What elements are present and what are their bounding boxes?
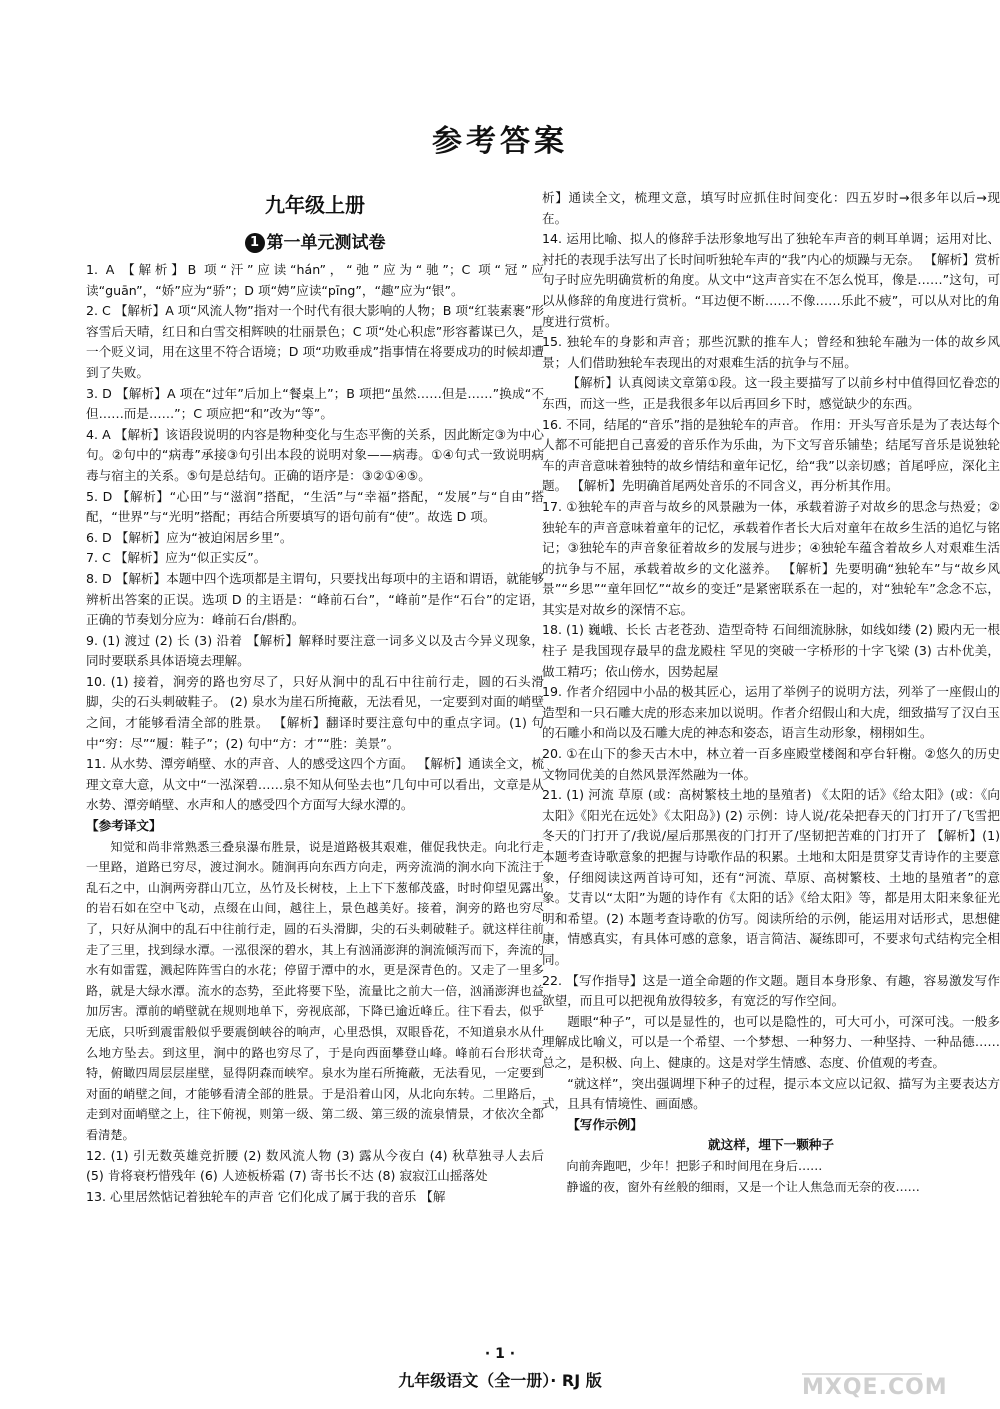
- answer-item: 14. 运用比喻、拟人的修辞手法形象地写出了独轮车声音的刺耳单调；运用对比、衬托的表现手法写出了长时间听独轮车声的“我”内心的烦躁与无奈。 【解析】赏析句子时应先明确赏析的角度。从文中“这声音实在不怎么悦耳，像是……”这句，可以从修辞的角度进行赏析。“耳边便不断……不像……乐此不疲”，可以从对比的角度进行赏析。: [542, 231, 1000, 329]
- essay-paragraph: 向前奔跑吧，少年！把影子和时间甩在身后……: [566, 1158, 823, 1173]
- answer-item: 11. 从水势、潭旁峭壁、水的声音、人的感受这四个方面。 【解析】通读全文，梳理文章大意，从文中“一泓深碧……泉不知从何坠去也”几句中可以看出，文章是从水势、潭旁峭壁、水声和人的感受四个方面写大绿水潭的。: [86, 756, 544, 813]
- essay-title: 就这样，埋下一颗种子: [708, 1137, 834, 1153]
- answer-item: 16. 不同，结尾的“音乐”指的是独轮车的声音。 作用：开头写音乐是为了表达每个人都不可能把自己喜爱的音乐作为乐曲，为下文写音乐铺垫；结尾写音乐是说独轮车的声音意味着独特的故乡情结和童年记忆，给“我”以亲切感；首尾呼应，深化主题。 【解析】先明确首尾两处音乐的不同含义，再分析其作用。: [542, 416, 1000, 494]
- answer-item: 20. ①在山下的参天古木中，林立着一百多座殿堂楼阁和亭台轩榭。②悠久的历史文物同优美的自然风景浑然融为一体。: [542, 746, 1000, 782]
- essay-paragraph: 静谧的夜，窗外有丝般的细雨，又是一个让人焦急而无奈的夜……: [566, 1179, 920, 1194]
- answer-item: 10. (1) 接着，涧旁的路也穷尽了，只好从涧中的乱石中往前行走，圆的石头滑脚，尖的石头刺破鞋子。 (2) 泉水为崖石所掩蔽，无法看见，一定要到对面的峭壁之间，才能够看清全部的胜景。 【解析】翻译时要注意句中的重点字词。(1) 句中“穷：尽”“履：鞋子”；(2) 句中“方：才”“胜：美景”。: [86, 673, 544, 751]
- answer-item: 22. 【写作指导】这是一道全命题的作文题。题目本身形象、有趣，容易激发写作欲望，而且可以把视角放得较多，有宽泛的写作空间。: [542, 972, 1000, 1009]
- right-column: [542, 188, 1000, 1197]
- answer-item: 9. (1) 渡过 (2) 长 (3) 沿着 【解析】解释时要注意一词多义以及古今异义现象，同时要联系具体语境去理解。: [86, 632, 544, 669]
- reference-translation-heading: 【参考译文】: [86, 818, 162, 834]
- answer-item: 析】通读全文，梳理文意，填写时应抓住时间变化：四五岁时→很多年以后→现在。: [542, 190, 1000, 226]
- answer-item: 6. D 【解析】应为“被迫闲居乡里”。: [86, 529, 293, 545]
- page-title: 参考答案: [432, 124, 568, 159]
- answer-item: 13. 心里居然惦记着独轮车的声音 它们化成了属于我的音乐 【解: [86, 1188, 446, 1204]
- answer-item: 7. C 【解析】应为“似正实反”。: [86, 550, 267, 566]
- page-number: · 1 ·: [484, 1346, 516, 1362]
- unit-number-badge: 1: [245, 233, 265, 253]
- answer-item: 19. 作者介绍园中小品的极其匠心，运用了举例子的说明方法，列举了一座假山的造型和一只石雕大虎的形态来加以说明。作者介绍假山和大虎，细致描写了汉白玉的石雕小和尚以及石雕大虎的神态和姿态，语言生动形象，栩栩如生。: [542, 684, 1000, 741]
- answer-item: 2. C 【解析】A 项“风流人物”指对一个时代有很大影响的人物；B 项“红装素裹”形容雪后天晴，红日和白雪交相辉映的壮丽景色；C 项“处心积虑”形容蓄谋已久，是一个贬义词，用在这里不符合语境；D 项“功败垂成”指事情在将要成功的时候却遭到了失败。: [86, 303, 544, 380]
- writing-guide-paragraph: “就这样”，突出强调埋下种子的过程，提示本文应以记叙、描写为主要表达方式，且具有情境性、画面感。: [542, 1075, 1000, 1112]
- answer-item: 15. 独轮车的身影和声音；那些沉默的推车人；曾经和独轮车融为一体的故乡风景；人们借助独轮车表现出的对艰难生活的抗争与不屈。: [542, 334, 1000, 370]
- watermark-mark-icon: [802, 1345, 922, 1375]
- grade-title: 九年级上册: [265, 193, 365, 217]
- answer-explanation: 【解析】认真阅读文章第①段。这一段主要描写了以前乡村中值得回忆眷恋的东西，而这一些，正是我很多年以后再回乡下时，感觉缺少的东西。: [542, 375, 1000, 411]
- book-label: 九年级语文（全一册）· RJ 版: [398, 1371, 602, 1390]
- left-column: [86, 190, 544, 1207]
- reference-translation-text: 知觉和尚非常熟悉三叠泉瀑布胜景，说是道路极其艰难，催促我快走。向北行走一里路，道路已穷尽，渡过涧水。随涧再向东西方向走，两旁流淌的涧水向下流注于乱石之中，山涧两旁群山兀立，丛竹及长树枝，上上下下葱郁茂盛，时时仰望见露出的岩石如在空中飞动，点缀在山间，越往上，景色越美好。接着，涧旁的路也穷尽了，只好从涧中的乱石中往前行走，圆的石头滑脚，尖的石头刺破鞋子。就这样往前走了三里，找到绿水潭。一泓很深的碧水，其上有汹涌澎湃的涧流倾泻而下，奔流的水有如雷霆，溅起阵阵雪白的水花；停留于潭中的水，更是深青色的。又走了一里多路，就是大绿水潭。流水的态势，至此将要下坠，流量比之前大一倍，汹涌澎湃也益加厉害。潭前的峭壁就在规则地单下，旁视底部，下降已逾近峰丘。往下看去，似乎无底，只听到震雷般似乎要震倒峡谷的响声，心里恐惧，双眼昏花，不知道泉水从什么地方坠去。到这里，涧中的路也穷尽了，于是向西面攀登山峰。峰前石台形状奇特，俯瞰四周层层崖壁，显得阴森而峡窄。泉水为崖石所掩蔽，无法看见，一定要到对面的峭壁之间，才能够看清全部的胜景。于是沿着山冈，从北向东转。二里路后，走到对面峭壁之上，往下俯视，则第一级、第二级、第三级的流泉情景，才依次全都看清楚。: [86, 839, 544, 1142]
- watermark-text: MXQE.COM: [802, 1375, 948, 1400]
- watermark-logo: [802, 1345, 982, 1401]
- writing-example-heading: 【写作示例】: [567, 1116, 643, 1132]
- answer-item: 18. (1) 巍峨、长长 古老苍劲、造型奇特 石间细流脉脉，如线如缕 (2) 殿内无一根柱子 是我国现存最早的盘龙殿柱 罕见的突破一字桥形的十字飞梁 (3) 古朴优美，做工精巧；依山傍水，因势起屋: [542, 622, 1000, 679]
- unit-title: [86, 226, 544, 260]
- answer-item: 17. ①独轮车的声音与故乡的风景融为一体，承载着游子对故乡的思念与热爱；②独轮车的声音意味着童年的记忆，承载着作者长大后对童年在故乡生活的追忆与铭记；③独轮车的声音象征着故乡的发展与进步；④独轮车蕴含着故乡人对艰难生活的抗争与不屈，承载着故乡的文化滋养。 【解析】先要明确“独轮车”与“故乡风景”“乡思”“童年回忆”“故乡的变迁”是紧密联系在一起的，对“独轮车”念念不忘，其实是对故乡的深情不忘。: [542, 498, 1000, 617]
- answer-item: 4. A 【解析】该语段说明的内容是物种变化与生态平衡的关系，因此断定③为中心句。②句中的“病毒”承接③句引出本段的说明对象——病毒。①④句式一致说明病毒与宿主的关系。⑤句是总结句。正确的语序是：③②①④⑤。: [86, 426, 544, 483]
- answer-item: 1. A 【解析】B 项“汗”应读“hán”，“弛”应为“驰”；C 项“冠”应读“guān”，“娇”应为“骄”；D 项“娉”应读“pīng”，“趣”应为“银”。: [86, 262, 544, 298]
- answer-item: 5. D 【解析】“心田”与“滋润”搭配，“生活”与“幸福”搭配，“发展”与“自由”搭配，“世界”与“光明”搭配；再结合所要填写的语句前有“使”。故选 D 项。: [86, 488, 544, 525]
- answer-item: 12. (1) 引无数英雄竞折腰 (2) 数风流人物 (3) 露从今夜白 (4) 秋草独寻人去后 (5) 肯将衰朽惜残年 (6) 人迹板桥霜 (7) 寄书长不达 (8) 寂寂江山摇落处: [86, 1147, 544, 1184]
- unit-title-text: 第一单元测试卷: [266, 233, 386, 253]
- writing-guide-paragraph: 题眼“种子”，可以是显性的，也可以是隐性的，可大可小，可深可浅。一般多理解成比喻义，可以是一个希望、一个梦想、一种努力、一种坚持、一种品德……总之，是积极、向上、健康的。这是对学生情感、态度、价值观的考查。: [542, 1013, 1000, 1070]
- answer-item: 8. D 【解析】本题中四个选项都是主谓句，只要找出每项中的主语和谓语，就能够辨析出答案的正误。选项 D 的主语是：“峰前石台”，“峰前”是作“石台”的定语，正确的节奏划分应为：峰前石台/斟酌。: [86, 570, 544, 628]
- answer-item: 21. (1) 河流 草原 (或：高树繁枝土地的垦殖者) 《太阳的话》《给太阳》(或：《向太阳》《阳光在远处》《太阳岛》) (2) 示例：诗人说/花朵把春天的门打开了/飞雪把冬天的门打开了/我说/屋后那黑夜的门打开了/坚韧把苦难的门打开了 【解析】(1) 本题考查诗歌意象的把握与诗歌作品的积累。土地和太阳是贯穿艾青诗作的主要意象，仔细阅读这两首诗可知，还有“河流、草原、高树繁枝、土地的垦殖者”的意象。艾青以“太阳”为题的诗作有《太阳的话》《给太阳》等，都是用太阳来象征光明和希望。(2) 本题考查诗歌的仿写。阅读所给的示例，能运用对话形式，思想健康，情感真实，有具体可感的意象，语言简洁、凝练即可，不要求句式结构完全相同。: [542, 787, 1000, 967]
- answer-item: 3. D 【解析】A 项在“过年”后加上“餐桌上”；B 项把“虽然……但是……”换成“不但……而是……”；C 项应把“和”改为“等”。: [86, 385, 544, 422]
